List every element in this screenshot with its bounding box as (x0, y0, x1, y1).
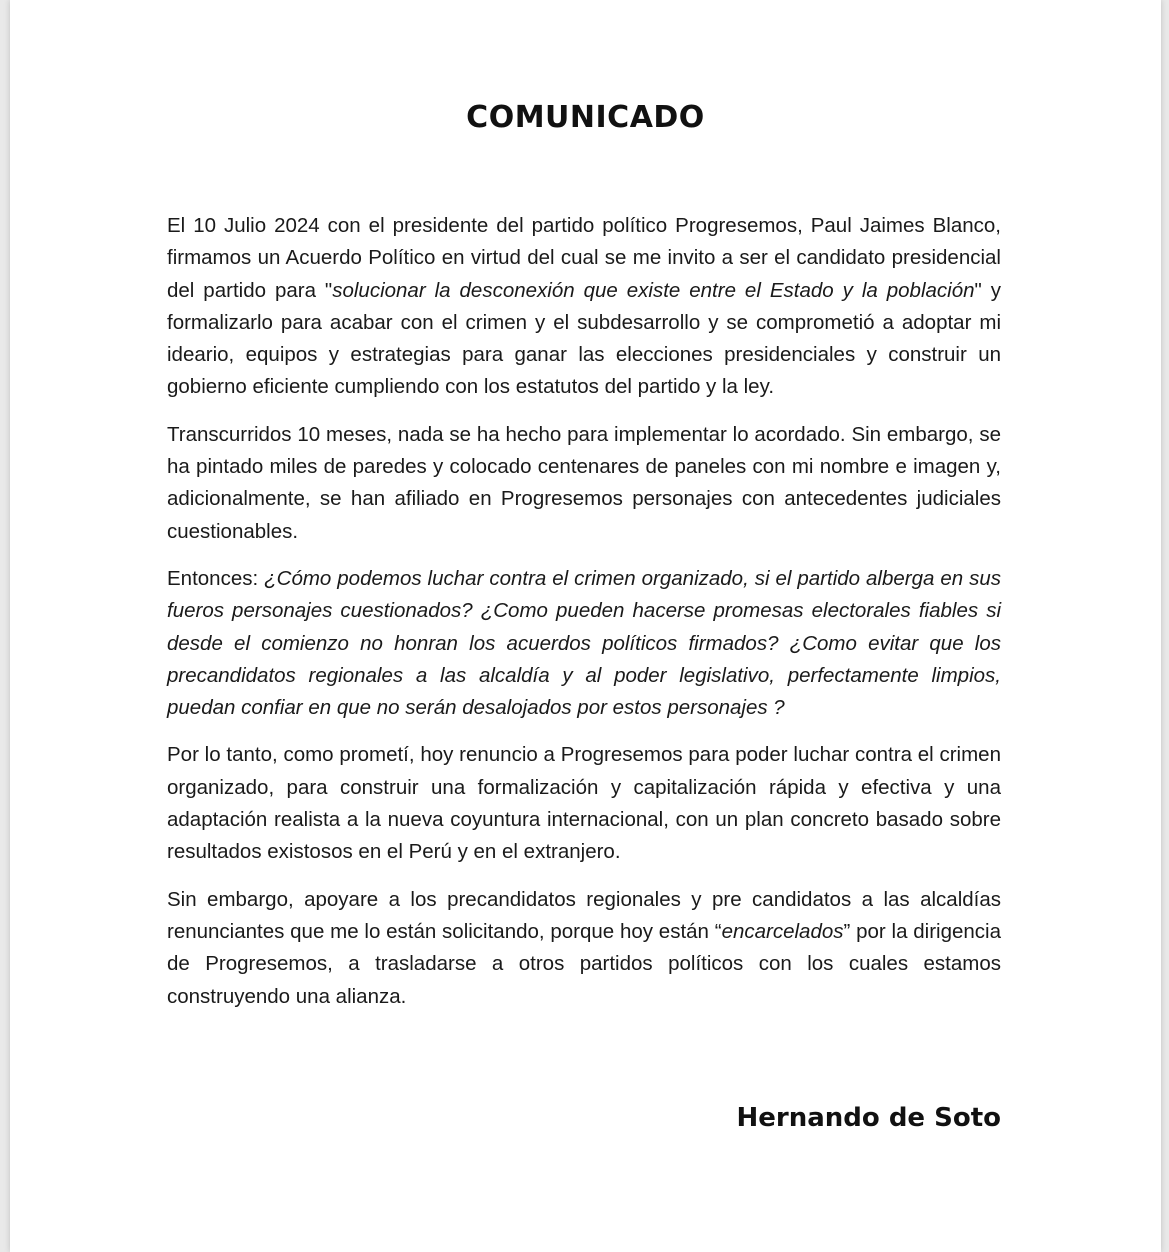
paragraph-1 (167, 210, 1001, 404)
paragraph-3-questions: ¿Cómo podemos luchar contra el crimen organizado, si el partido alberga en sus fueros personajes cuestionados? ¿Como pueden hacerse promesas electorales fiables si desde el comienzo no honran los acuerdos políticos firmados? ¿Como evitar que los precandidatos regionales a las alcaldía y al poder legislativo, perfectamente limpios, puedan confiar en que no serán desalojados por estos personajes ? (167, 566, 1001, 720)
document-body (167, 210, 1001, 1028)
paragraph-1-quote: solucionar la desconexión que existe entre el Estado y la población (332, 278, 975, 302)
paragraph-5 (167, 884, 1001, 1013)
signature: Hernando de Soto (736, 1103, 1001, 1133)
paragraph-3 (167, 563, 1001, 724)
paragraph-5-text-a: Sin embargo, apoyare a los precandidatos regionales y pre candidatos a las alcaldías renunciantes que me lo están solicitando, porque hoy están “ (167, 887, 1001, 943)
paragraph-5-emphasis: encarcelados (721, 919, 844, 943)
paragraph-1-text-a: El 10 Julio 2024 con el presidente del partido político Progresemos, Paul Jaimes Blanco, firmamos un Acuerdo Político en virtud del cual se me invito a ser el candidato presidencial del partido para " (167, 214, 1001, 302)
paragraph-2: Transcurridos 10 meses, nada se ha hecho para implementar lo acordado. Sin embargo, se ha pintado miles de paredes y colocado centenares de paneles con mi nombre e imagen y, adicionalmente, se han afiliado en Progresemos personajes con antecedentes judiciales cuestionables. (167, 422, 1001, 543)
document-page (10, 0, 1161, 1252)
paragraph-4: Por lo tanto, como prometí, hoy renuncio a Progresemos para poder luchar contra el crimen organizado, para construir una formalización y capitalización rápida y efectiva y una adaptación realista a la nueva coyuntura internacional, con un plan concreto basado sobre resultados existosos en el Perú y en el extranjero. (167, 743, 1001, 864)
paragraph-3-lead: Entonces: (167, 566, 265, 590)
document-title: COMUNICADO (466, 100, 705, 135)
paragraph-1-text-c: " y formalizarlo para acabar con el crimen y el subdesarrollo y se comprometió a adoptar mi ideario, equipos y estrategias para ganar las elecciones presidenciales y construir un gobierno eficiente cumpliendo con los estatutos del partido y la ley. (167, 278, 1001, 399)
paragraph-5-text-c: ” por la dirigencia de Progresemos, a trasladarse a otros partidos políticos con los cuales estamos construyendo una alianza. (167, 919, 1001, 1008)
